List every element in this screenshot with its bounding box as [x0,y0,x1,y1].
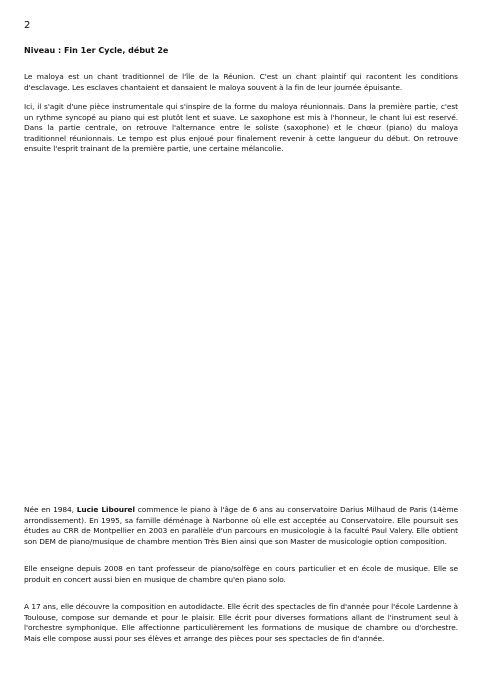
bio-continuation: commence le piano à l'âge de 6 ans au conservatoire Darius Milhaud de Paris (14ème arrondissement). En 1995, sa famille déménage à Narbonne où elle est acceptée au Conservatoire. Elle poursuit ses études au CRR de Montpellier en 2003 en parallèle d'un parcours en musicologie à la faculté Paul Valery. Elle obtient son DEM de piano/musique de chambre mention Très Bien ainsi que son Master de musicologie option composition. [24,505,458,546]
intro-text: Le maloya est un chant traditionnel de l'île de la Réunion. C'est un chant plaintif qui racontent les conditions d'esclavage. Les esclaves chantaient et dansaient le maloya souvent à la fin de leur journée épuisante. [24,72,458,92]
bio-intro: Née en 1984, [24,505,77,514]
biography-text-3: A 17 ans, elle découvre la composition en autodidacte. Elle écrit des spectacles de fin d'année pour l'école Lardenne à Toulouse, compose sur demande et pour le plaisir. Elle écrit pour diverses formations allant de l'instrument seul à l'orchestre symphonique. Elle affectionne particulièrement les formations de musique de chambre ou d'orchestre. Mais elle compose aussi pour ses élèves et arrange des pièces pour ses spectacles de fin d'année. [24,602,458,643]
page-number: 2 [24,20,31,31]
biography-paragraph-2 [24,564,458,585]
biography-paragraph-3 [24,602,458,644]
description-paragraph [24,102,458,155]
level-heading: Niveau : Fin 1er Cycle, début 2e [24,46,169,55]
biography-text-2: Elle enseigne depuis 2008 en tant professeur de piano/solfège en cours particulier et en école de musique. Elle se produit en concert aussi bien en musique de chambre qu'en piano solo. [24,564,458,584]
intro-paragraph [24,72,458,93]
biography-paragraph-1 [24,505,458,547]
composer-name: Lucie Libourel [76,505,136,514]
description-text: Ici, il s'agit d'une pièce instrumentale qui s'inspire de la forme du maloya réunionnais. Dans la première partie, c'est un rythme syncopé au piano qui est plutôt lent et suave. Le saxophone est mis à l'honneur, le chant lui est reservé. Dans la partie centrale, on retrouve l'alternance entre le soliste (saxophone) et le chœur (piano) du maloya traditionnel réunionnais. Le tempo est plus enjoué pour finalement revenir à cette langueur du début. On retrouve ensuite l'esprit trainant de la première partie, une certaine mélancolie. [24,102,458,154]
biography-text-1 [24,505,458,547]
